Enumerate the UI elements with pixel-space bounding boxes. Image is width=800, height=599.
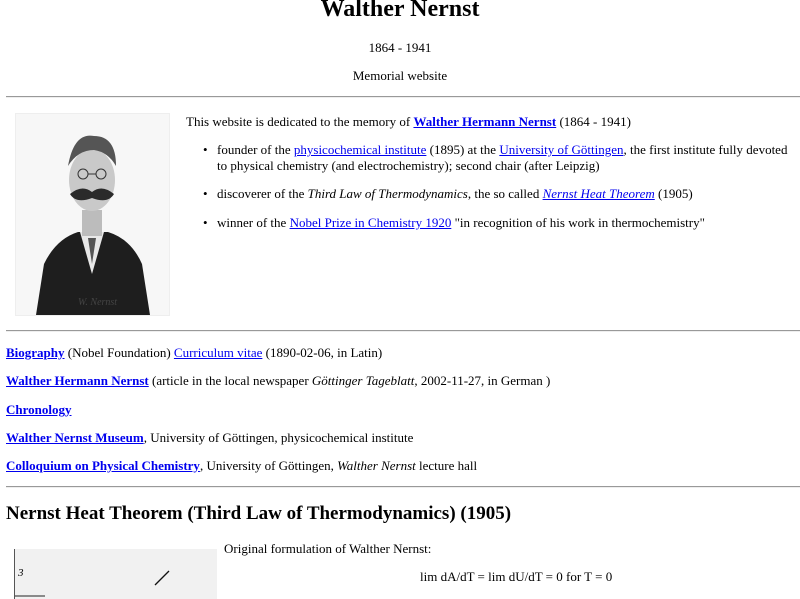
article-link[interactable]: Walther Hermann Nernst bbox=[6, 373, 149, 388]
colloquium-line: Colloquium on Physical Chemistry, University of Göttingen, Walther Nernst lecture hall bbox=[6, 458, 478, 473]
chronology-link[interactable]: Chronology bbox=[6, 402, 72, 417]
portrait-photo bbox=[15, 113, 170, 316]
list-item: • winner of the Nobel Prize in Chemistry 1920 "in recognition of his work in thermochemistry" bbox=[217, 215, 792, 231]
section-heading: Nernst Heat Theorem (Third Law of Thermodynamics) (1905) bbox=[6, 503, 512, 524]
university-goettingen-link[interactable]: University of Göttingen bbox=[499, 142, 624, 157]
physicochemical-institute-link[interactable]: physicochemical institute bbox=[293, 142, 427, 157]
graph-axis-label: 3 bbox=[18, 567, 24, 579]
museum-line: Walther Nernst Museum, University of Göttingen, physicochemical institute bbox=[6, 430, 414, 445]
divider bbox=[6, 330, 800, 332]
list-item: • discoverer of the Third Law of Thermodynamics, the so called Nernst Heat Theorem (1905) bbox=[217, 186, 792, 202]
nernst-name-link[interactable]: Walther Hermann Nernst bbox=[413, 114, 557, 129]
curriculum-vitae-link[interactable]: Curriculum vitae bbox=[173, 345, 263, 360]
museum-link[interactable]: Walther Nernst Museum bbox=[6, 430, 144, 445]
heat-theorem-formula: lim dA/dT = lim dU/dT = 0 for T = 0 bbox=[420, 569, 613, 584]
page-subtitle: Memorial website bbox=[352, 68, 448, 83]
nernst-heat-theorem-link[interactable]: Nernst Heat Theorem bbox=[542, 186, 655, 201]
intro-text: This website is dedicated to the memory of Walther Hermann Nernst (1864 - 1941) bbox=[186, 114, 631, 129]
chronology-line bbox=[6, 402, 72, 418]
life-years: 1864 - 1941 bbox=[368, 40, 432, 55]
portrait-signature: W. Nernst bbox=[78, 297, 118, 308]
article-line: Walther Hermann Nernst (article in the local newspaper Göttinger Tageblatt, 2002-11-27, in German ) bbox=[6, 373, 551, 388]
list-item: • founder of the physicochemical institute (1895) at the University of Göttingen, the first institute fully devoted to physical chemistry (and electrochemistry); second chair (after Leipzig) bbox=[217, 142, 792, 174]
page-title: Walther Nernst bbox=[320, 0, 480, 22]
original-formulation-text: Original formulation of Walther Nernst: bbox=[224, 541, 432, 556]
biography-line: Biography (Nobel Foundation) Curriculum vitae (1890-02-06, in Latin) bbox=[6, 345, 383, 360]
nobel-prize-link[interactable]: Nobel Prize in Chemistry 1920 bbox=[289, 215, 452, 230]
divider bbox=[6, 96, 800, 98]
biography-link[interactable]: Biography bbox=[6, 345, 65, 360]
colloquium-link[interactable]: Colloquium on Physical Chemistry bbox=[6, 458, 200, 473]
divider bbox=[6, 486, 800, 488]
